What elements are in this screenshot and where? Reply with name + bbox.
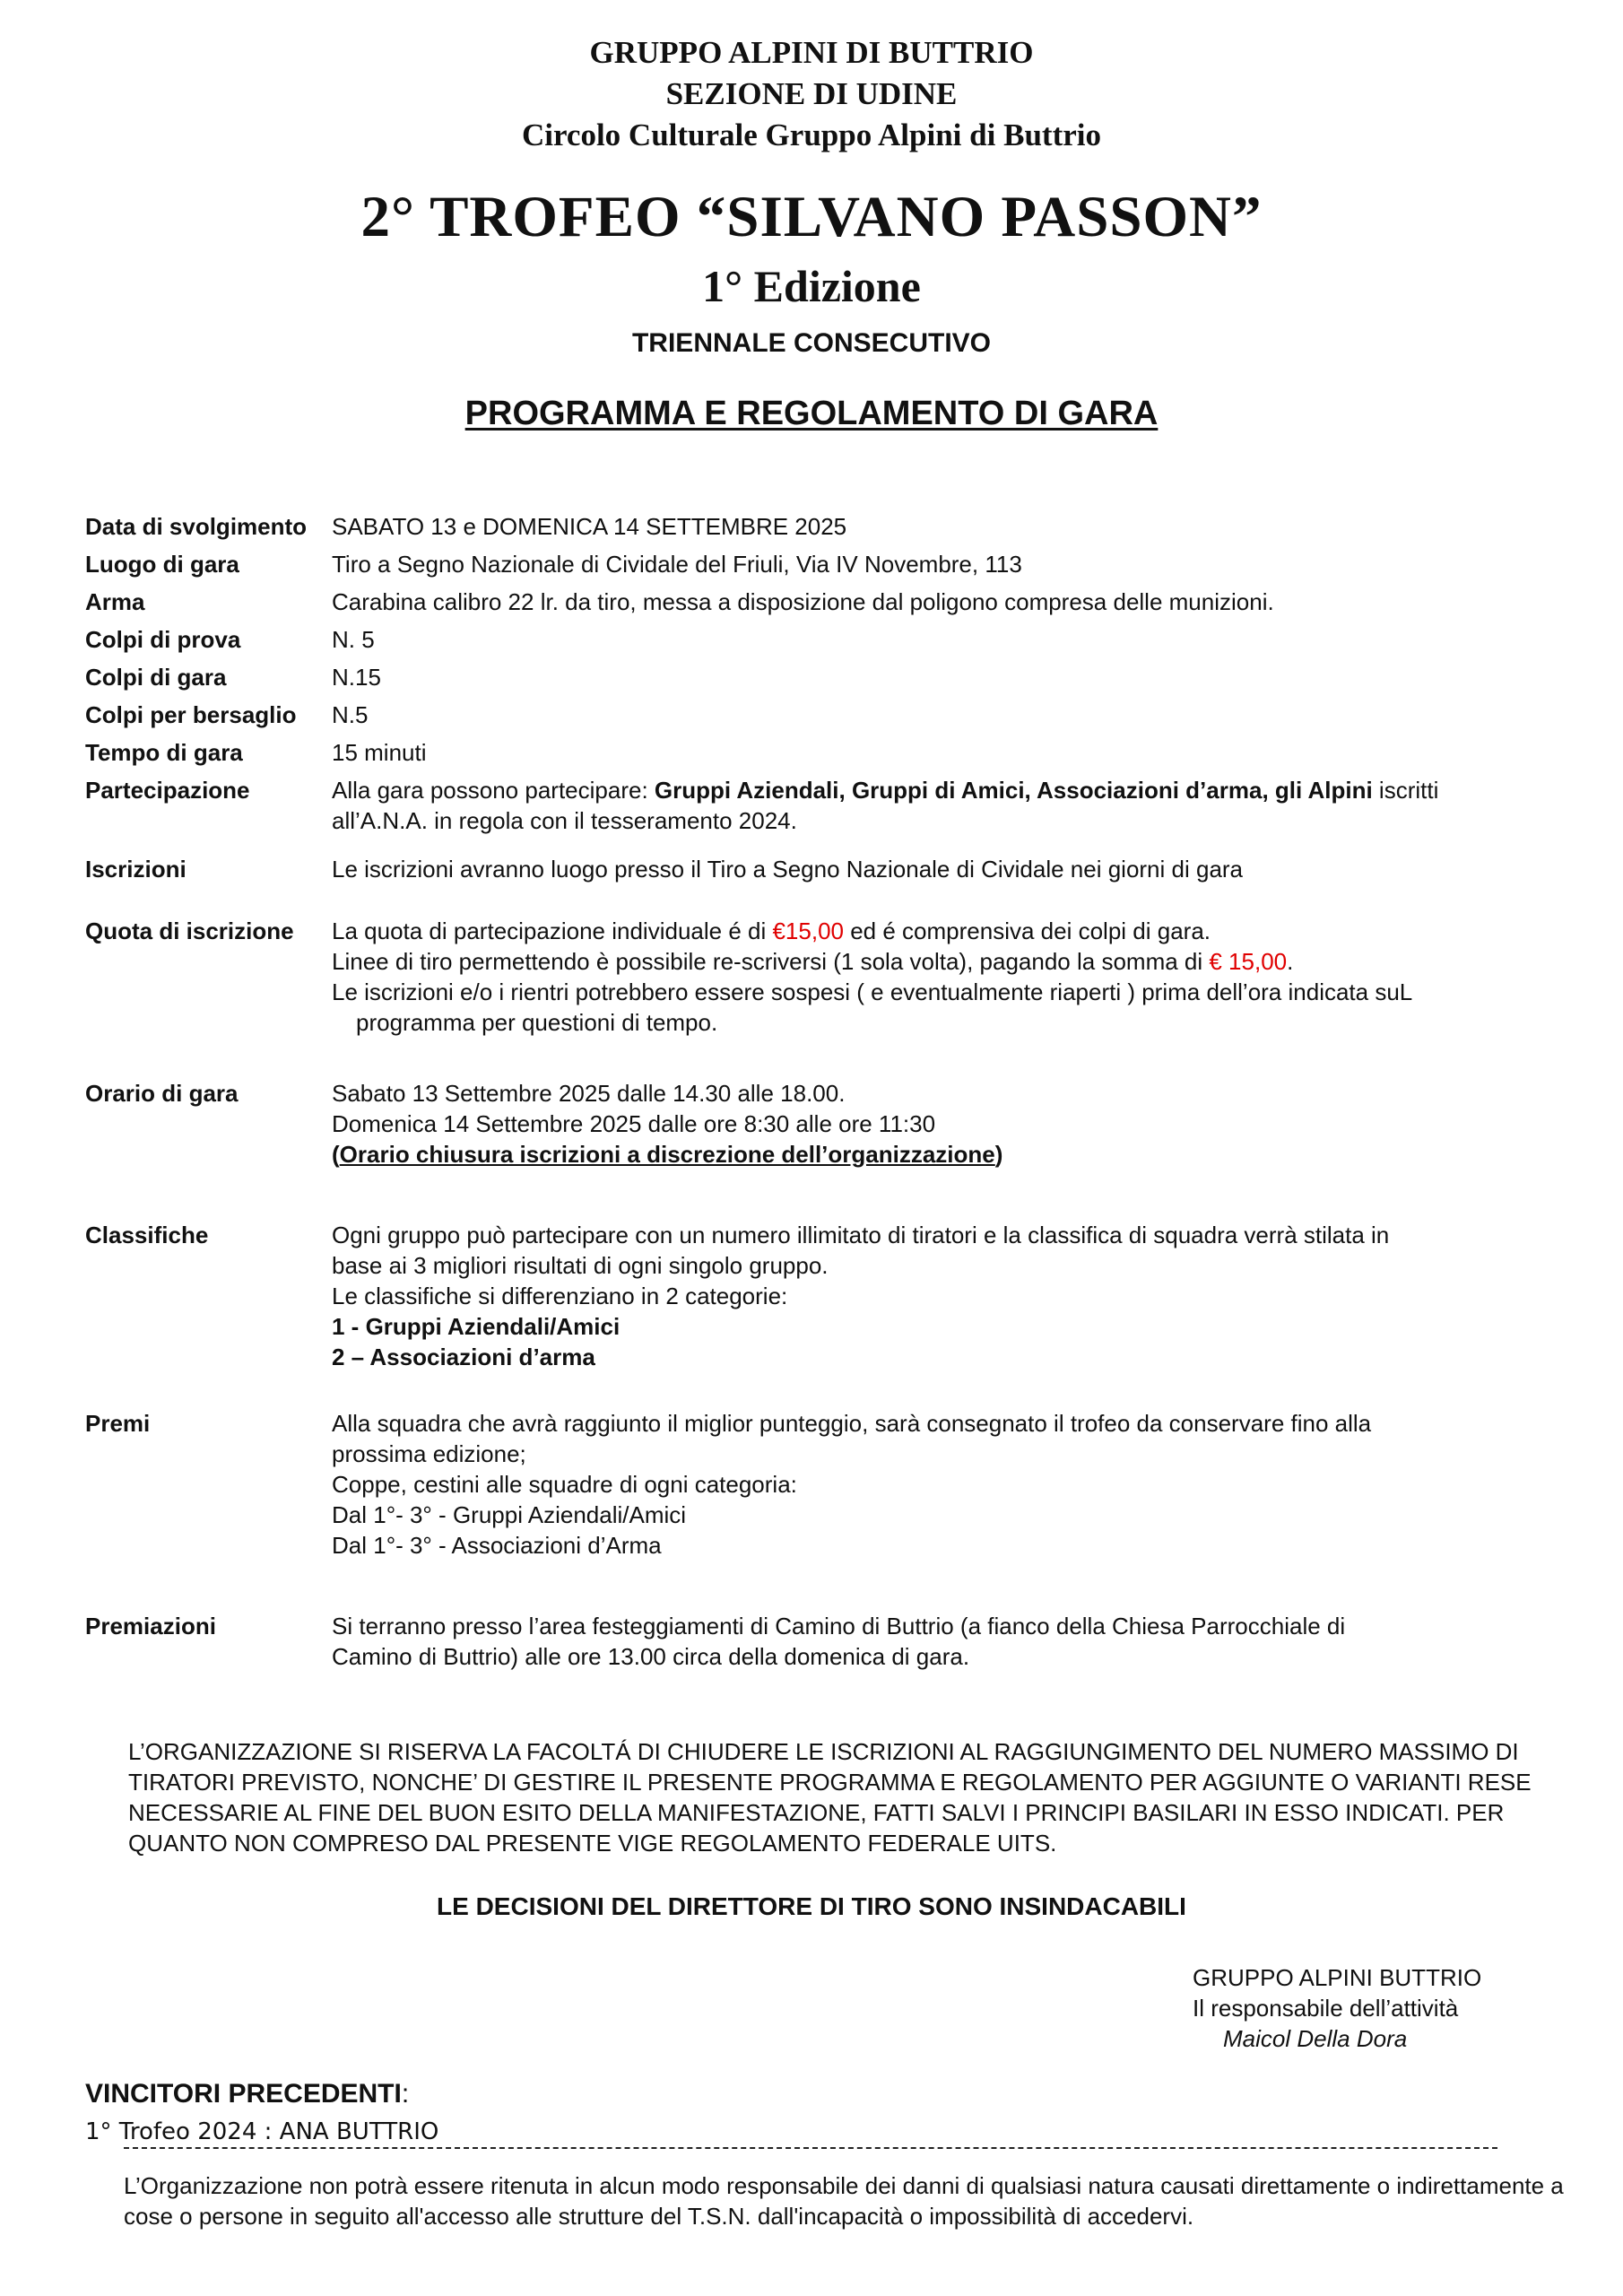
text: base ai 3 migliori risultati di ogni singolo gruppo. bbox=[332, 1252, 829, 1279]
field-value bbox=[332, 916, 1551, 1038]
field-value: N. 5 bbox=[332, 626, 375, 653]
field-value: Carabina calibro 22 lr. da tiro, messa a disposizione dal poligono compresa delle munizioni. bbox=[332, 588, 1274, 615]
signature-org: GRUPPO ALPINI BUTTRIO bbox=[1193, 1964, 1482, 1991]
previous-winner-entry: 1° Trofeo 2024 : ANA BUTTRIO bbox=[85, 2118, 439, 2145]
bold-text: Gruppi Aziendali, Gruppi di Amici, Associazioni d’arma, gli Alpini bbox=[654, 777, 1373, 804]
text: ( bbox=[332, 1141, 340, 1168]
text: Sabato 13 Settembre 2025 dalle 14.30 alle 18.00. bbox=[332, 1080, 846, 1107]
text: Si terranno presso l’area festeggiamenti di Camino di Buttrio (a fianco della Chiesa Parrocchiale di bbox=[332, 1613, 1346, 1639]
winners-heading: VINCITORI PRECEDENTI bbox=[85, 2079, 402, 2109]
field-label: Arma bbox=[85, 588, 145, 615]
text: Coppe, cestini alle squadre di ogni categoria: bbox=[332, 1471, 797, 1498]
field-value: N.15 bbox=[332, 664, 381, 691]
organization-header bbox=[0, 32, 1623, 156]
field-value bbox=[332, 775, 1551, 836]
field-label: Tempo di gara bbox=[85, 739, 243, 766]
header-line-1: GRUPPO ALPINI DI BUTTRIO bbox=[589, 35, 1034, 70]
field-label: Premi bbox=[85, 1410, 151, 1437]
text: Ogni gruppo può partecipare con un numero illimitato di tiratori e la classifica di squadra verrà stilata in bbox=[332, 1222, 1390, 1248]
text: . bbox=[1287, 948, 1294, 975]
text: Linee di tiro permettendo è possibile re-scriversi (1 sola volta), pagando la somma di bbox=[332, 948, 1210, 975]
disclaimer-line: cose o persone in seguito all'accesso alle strutture del T.S.N. dall'incapacità o impossibilità di accedervi. bbox=[124, 2203, 1194, 2230]
field-label: Premiazioni bbox=[85, 1613, 216, 1639]
notice-line: NECESSARIE AL FINE DEL BUON ESITO DELLA MANIFESTAZIONE, FATTI SALVI I PRINCIPI BASILARI IN ESSO INDICATI. PER bbox=[128, 1799, 1505, 1826]
field-label: Colpi di prova bbox=[85, 626, 241, 653]
field-value: N.5 bbox=[332, 701, 369, 728]
field-label: Classifiche bbox=[85, 1222, 209, 1248]
text: Camino di Buttrio) alle ore 13.00 circa della domenica di gara. bbox=[332, 1643, 970, 1670]
text: Le iscrizioni e/o i rientri potrebbero essere sospesi ( e eventualmente riaperti ) prima dell’ora indicata suL bbox=[332, 978, 1413, 1005]
text: ed é comprensiva dei colpi di gara. bbox=[844, 918, 1211, 944]
category-1: 1 - Gruppi Aziendali/Amici bbox=[332, 1313, 621, 1340]
notice-line: L’ORGANIZZAZIONE SI RISERVA LA FACOLTÁ DI CHIUDERE LE ISCRIZIONI AL RAGGIUNGIMENTO DEL NUMERO MASSIMO DI bbox=[128, 1738, 1519, 1765]
field-value bbox=[332, 1078, 1551, 1170]
signature-block bbox=[1193, 1962, 1481, 2054]
signature-role: Il responsabile dell’attività bbox=[1193, 1995, 1459, 2022]
text: ) bbox=[994, 1141, 1003, 1168]
field-value: 15 minuti bbox=[332, 739, 427, 766]
text: Dal 1°- 3° - Gruppi Aziendali/Amici bbox=[332, 1501, 687, 1528]
field-value: SABATO 13 e DOMENICA 14 SETTEMBRE 2025 bbox=[332, 513, 847, 540]
field-label: Partecipazione bbox=[85, 777, 250, 804]
organization-notice bbox=[128, 1736, 1563, 1858]
text: prossima edizione; bbox=[332, 1440, 526, 1467]
field-value: Le iscrizioni avranno luogo presso il Tiro a Segno Nazionale di Cividale nei giorni di gara bbox=[332, 856, 1244, 883]
text: programma per questioni di tempo. bbox=[356, 1009, 718, 1036]
price: € 15,00 bbox=[1209, 948, 1288, 975]
disclaimer-line: L’Organizzazione non potrà essere ritenuta in alcun modo responsabile dei danni di qualsiasi natura causati direttamente o indirettamente a bbox=[124, 2172, 1564, 2199]
text: Dal 1°- 3° - Associazioni d’Arma bbox=[332, 1532, 662, 1559]
header-line-3: Circolo Culturale Gruppo Alpini di Buttrio bbox=[522, 117, 1101, 152]
field-value bbox=[332, 1408, 1551, 1561]
text: all’A.N.A. in regola con il tesseramento 2024. bbox=[332, 807, 797, 834]
category-2: 2 – Associazioni d’arma bbox=[332, 1344, 595, 1370]
dashed-divider bbox=[124, 2147, 1497, 2149]
text: Alla squadra che avrà raggiunto il miglior punteggio, sarà consegnato il trofeo da conservare fino alla bbox=[332, 1410, 1372, 1437]
field-label: Quota di iscrizione bbox=[85, 918, 294, 944]
director-decisions: LE DECISIONI DEL DIRETTORE DI TIRO SONO INSINDACABILI bbox=[437, 1892, 1186, 1920]
text: Alla gara possono partecipare: bbox=[332, 777, 655, 804]
field-label: Colpi di gara bbox=[85, 664, 227, 691]
section-title: PROGRAMMA E REGOLAMENTO DI GARA bbox=[464, 395, 1159, 432]
field-label: Luogo di gara bbox=[85, 551, 239, 578]
field-value bbox=[332, 1220, 1551, 1372]
field-label: Colpi per bersaglio bbox=[85, 701, 297, 728]
signature-name: Maicol Della Dora bbox=[1223, 2025, 1408, 2052]
field-label: Orario di gara bbox=[85, 1080, 239, 1107]
field-label: Data di svolgimento bbox=[85, 513, 308, 540]
previous-winners-title bbox=[85, 2079, 409, 2109]
notice-line: TIRATORI PREVISTO, NONCHE’ DI GESTIRE IL PRESENTE PROGRAMMA E REGOLAMENTO PER AGGIUNTE O VARIANTI RESE bbox=[128, 1769, 1532, 1796]
edition-title: 1° Edizione bbox=[702, 261, 921, 311]
field-value bbox=[332, 1611, 1551, 1672]
notice-line: QUANTO NON COMPRESO DAL PRESENTE VIGE REGOLAMENTO FEDERALE UITS. bbox=[128, 1830, 1057, 1857]
field-label: Iscrizioni bbox=[85, 856, 187, 883]
subtitle: TRIENNALE CONSECUTIVO bbox=[631, 328, 992, 358]
header-line-2: SEZIONE DI UDINE bbox=[665, 76, 958, 111]
field-value: Tiro a Segno Nazionale di Cividale del Friuli, Via IV Novembre, 113 bbox=[332, 551, 1022, 578]
trophy-title: 2° TROFEO “SILVANO PASSON” bbox=[360, 185, 1263, 249]
text: iscritti bbox=[1372, 777, 1439, 804]
colon: : bbox=[401, 2079, 410, 2109]
underlined-text: Orario chiusura iscrizioni a discrezione dell’organizzazione bbox=[339, 1141, 995, 1168]
price: €15,00 bbox=[772, 918, 844, 944]
text: Le classifiche si differenziano in 2 categorie: bbox=[332, 1283, 788, 1309]
liability-disclaimer bbox=[124, 2170, 1564, 2231]
text: Domenica 14 Settembre 2025 dalle ore 8:30 alle ore 11:30 bbox=[332, 1110, 936, 1137]
text: La quota di partecipazione individuale é di bbox=[332, 918, 773, 944]
